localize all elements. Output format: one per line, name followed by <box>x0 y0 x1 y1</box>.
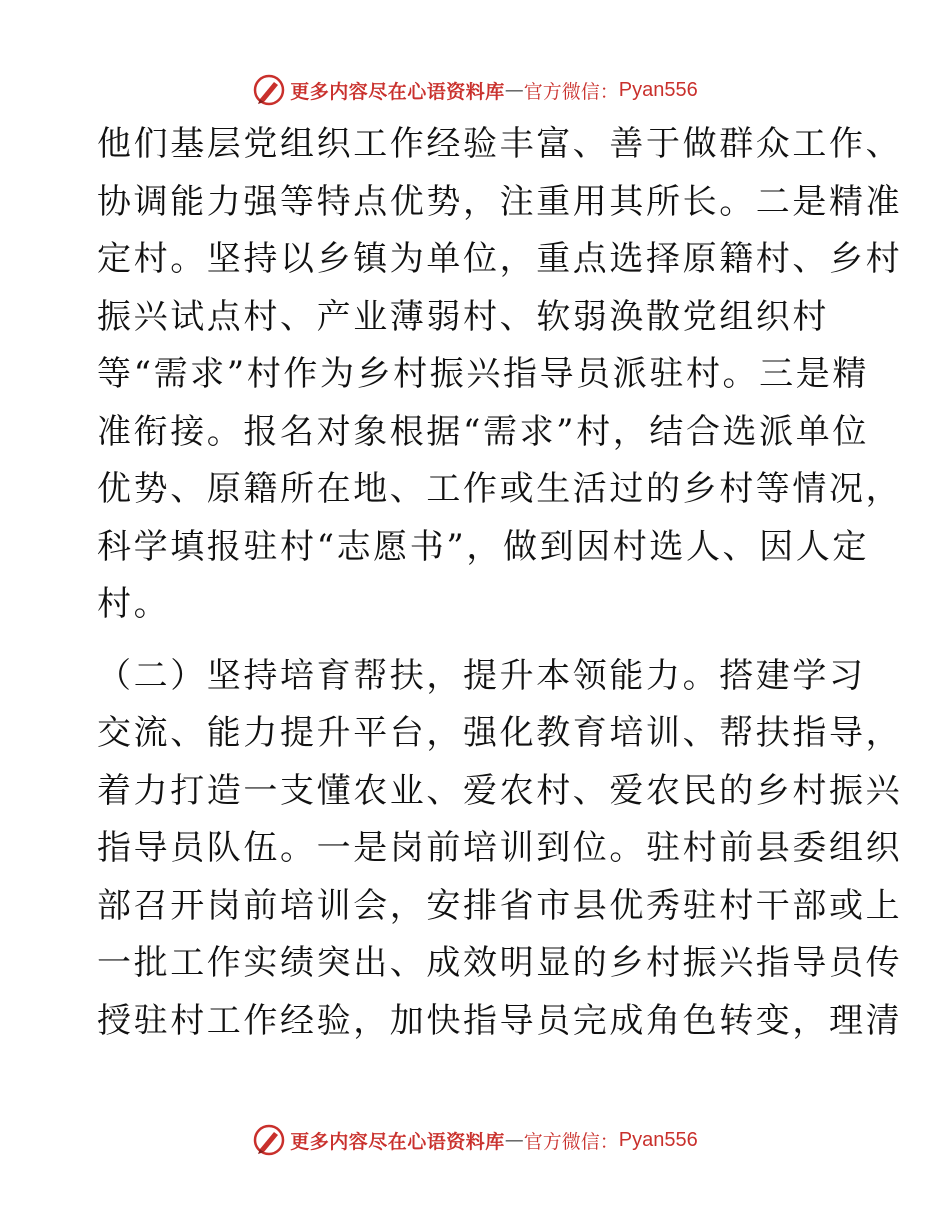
text-line: 着力打造一支懂农业、爱农村、爱农民的乡村振兴 <box>97 770 903 811</box>
watermark-dash: — <box>504 1129 524 1151</box>
watermark-brand: 更多内容尽在心语资料库 <box>290 80 505 103</box>
pen-logo-icon <box>252 73 286 107</box>
text-line: 定村。坚持以乡镇为单位，重点选择原籍村、乡村 <box>97 239 903 279</box>
text-line: 协调能力强等特点优势，注重用其所长。二是精准 <box>97 181 903 222</box>
text-line: 优势、原籍所在地、工作或生活过的乡村等情况， <box>97 469 903 509</box>
pen-logo-icon <box>252 1123 286 1157</box>
header-watermark <box>0 70 950 110</box>
text-line: 指导员队伍。一是岗前培训到位。驻村前县委组织 <box>97 828 903 868</box>
text-line: 一批工作实绩突出、成效明显的乡村振兴指导员传 <box>97 943 903 983</box>
text-line: 振兴试点村、产业薄弱村、软弱涣散党组织村 <box>97 296 829 337</box>
text-line: 准衔接。报名对象根据“需求”村，结合选派单位 <box>97 411 869 452</box>
watermark-dash: — <box>504 79 524 101</box>
text-line: 交流、能力提升平台，强化教育培训、帮扶指导， <box>97 713 903 753</box>
watermark-wechat-id: Pyan556 <box>618 78 698 101</box>
watermark-wechat-label: 官方微信： <box>523 80 619 103</box>
text-line: 授驻村工作经验，加快指导员完成角色转变，理清 <box>97 1000 903 1041</box>
footer-watermark <box>0 1120 950 1160</box>
document-body <box>97 116 903 1050</box>
paragraph-2 <box>97 648 903 1051</box>
watermark-brand: 更多内容尽在心语资料库 <box>290 1130 505 1153</box>
watermark-wechat-id: Pyan556 <box>618 1128 698 1151</box>
text-line: 部召开岗前培训会，安排省市县优秀驻村干部或上 <box>97 885 903 926</box>
watermark-wechat-label: 官方微信： <box>523 1130 619 1153</box>
text-line: 他们基层党组织工作经验丰富、善于做群众工作、 <box>97 124 903 164</box>
text-line: 等“需求”村作为乡村振兴指导员派驻村。三是精 <box>97 354 869 394</box>
text-line: 科学填报驻村“志愿书”，做到因村选人、因人定 <box>97 526 869 567</box>
text-line: （二）坚持培育帮扶，提升本领能力。搭建学习 <box>97 655 866 696</box>
text-line: 村。 <box>97 584 171 624</box>
paragraph-1 <box>97 116 903 634</box>
paragraph-spacer <box>97 634 857 648</box>
